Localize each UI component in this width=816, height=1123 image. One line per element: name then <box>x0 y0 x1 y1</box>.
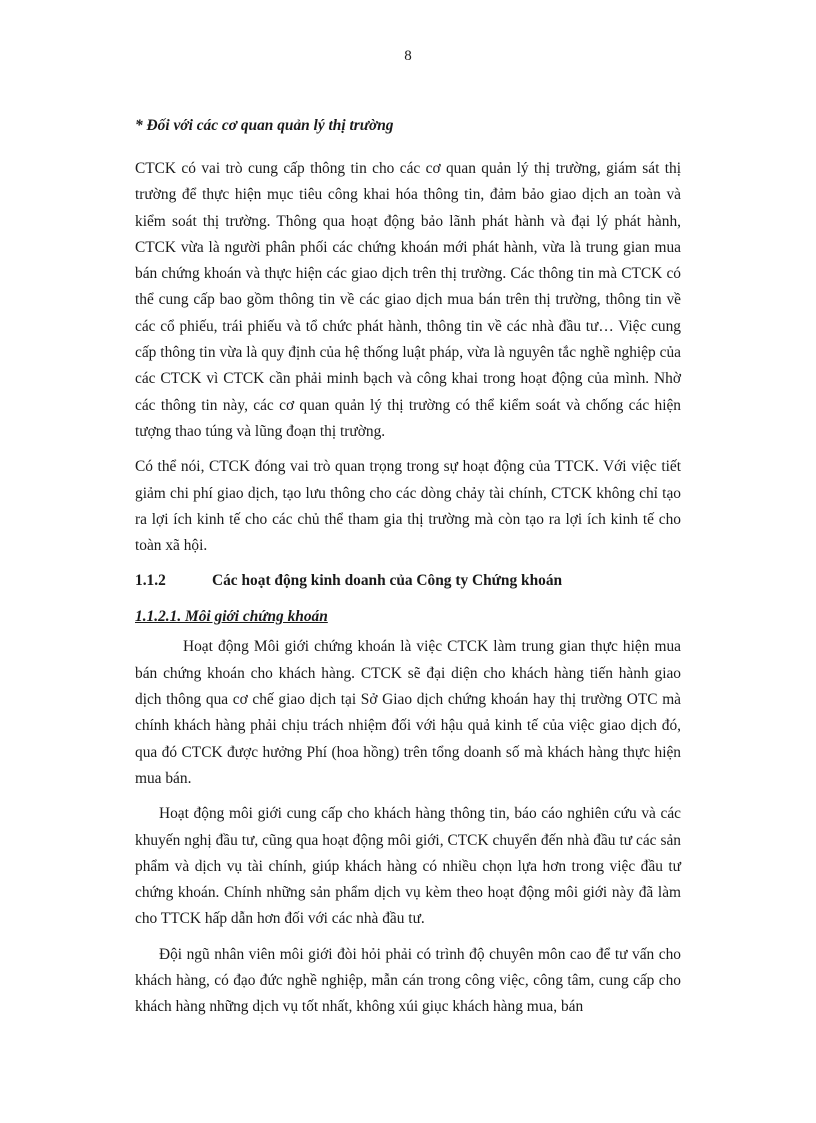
paragraph: Hoạt động môi giới cung cấp cho khách hàng thông tin, báo cáo nghiên cứu và các khuyến nghị đầu tư, cũng qua hoạt động môi giới, CTCK chuyển đến nhà đầu tư các sản phẩm và dịch vụ tài chính, giúp khách hàng có nhiều chọn lựa hơn trong việc đầu tư chứng khoán. Chính những sản phẩm dịch vụ kèm theo hoạt động môi giới này đã làm cho TTCK hấp dẫn hơn đối với các nhà đầu tư. <box>135 805 681 928</box>
subsubsection-heading: 1.1.2.1. Môi giới chứng khoán <box>135 608 328 626</box>
paragraph: Có thể nói, CTCK đóng vai trò quan trọng trong sự hoạt động của TTCK. Với việc tiết giảm chi phí giao dịch, tạo lưu thông cho các dòng chảy tài chính, CTCK không chỉ tạo ra lợi ích kinh tế cho các chủ thể tham gia thị trường mà còn tạo ra lợi ích kinh tế cho toàn xã hội. <box>135 458 681 555</box>
page-content <box>135 113 681 1030</box>
paragraph: CTCK có vai trò cung cấp thông tin cho các cơ quan quản lý thị trường, giám sát thị trường để thực hiện mục tiêu công khai hóa thông tin, đảm bảo giao dịch an toàn và kiểm soát thị trường. Thông qua hoạt động bảo lãnh phát hành và đại lý phát hành, CTCK vừa là người phân phối các chứng khoán mới phát hành, vừa là trung gian mua bán chứng khoán và thực hiện các giao dịch trên thị trường. Các thông tin mà CTCK có thể cung cấp bao gồm thông tin về các giao dịch mua bán trên thị trường, thông tin về các cổ phiếu, trái phiếu và tổ chức phát hành, thông tin về các nhà đầu tư… Việc cung cấp thông tin vừa là quy định của hệ thống luật pháp, vừa là nguyên tắc nghề nghiệp của các CTCK vì CTCK cần phải minh bạch và công khai trong hoạt động của mình. Nhờ các thông tin này, các cơ quan quản lý thị trường có thể kiểm soát và chống các hiện tượng thao túng và lũng đoạn thị trường. <box>135 160 681 440</box>
subsection-heading <box>135 568 681 594</box>
paragraph: Hoạt động Môi giới chứng khoán là việc CTCK làm trung gian thực hiện mua bán chứng khoán cho khách hàng. CTCK sẽ đại diện cho khách hàng tiến hành giao dịch thông qua cơ chế giao dịch tại Sở Giao dịch chứng khoán hay thị trường OTC mà chính khách hàng phải chịu trách nhiệm đối với hậu quả kinh tế của việc giao dịch đó, qua đó CTCK được hưởng Phí (hoa hồng) trên tổng doanh số mà khách hàng thực hiện mua bán. <box>135 638 681 787</box>
section-heading: * Đối với các cơ quan quản lý thị trường <box>135 117 394 134</box>
page-number: 8 <box>404 48 412 64</box>
paragraph: Đội ngũ nhân viên môi giới đòi hỏi phải có trình độ chuyên môn cao để tư vấn cho khách hàng, có đạo đức nghề nghiệp, mẫn cán trong công việc, công tâm, cung cấp cho khách hàng những dịch vụ tốt nhất, không xúi giục khách hàng mua, bán <box>135 945 681 1016</box>
subsection-title: Các hoạt động kinh doanh của Công ty Chứng khoán <box>212 572 563 590</box>
subsection-number: 1.1.2 <box>135 572 166 590</box>
